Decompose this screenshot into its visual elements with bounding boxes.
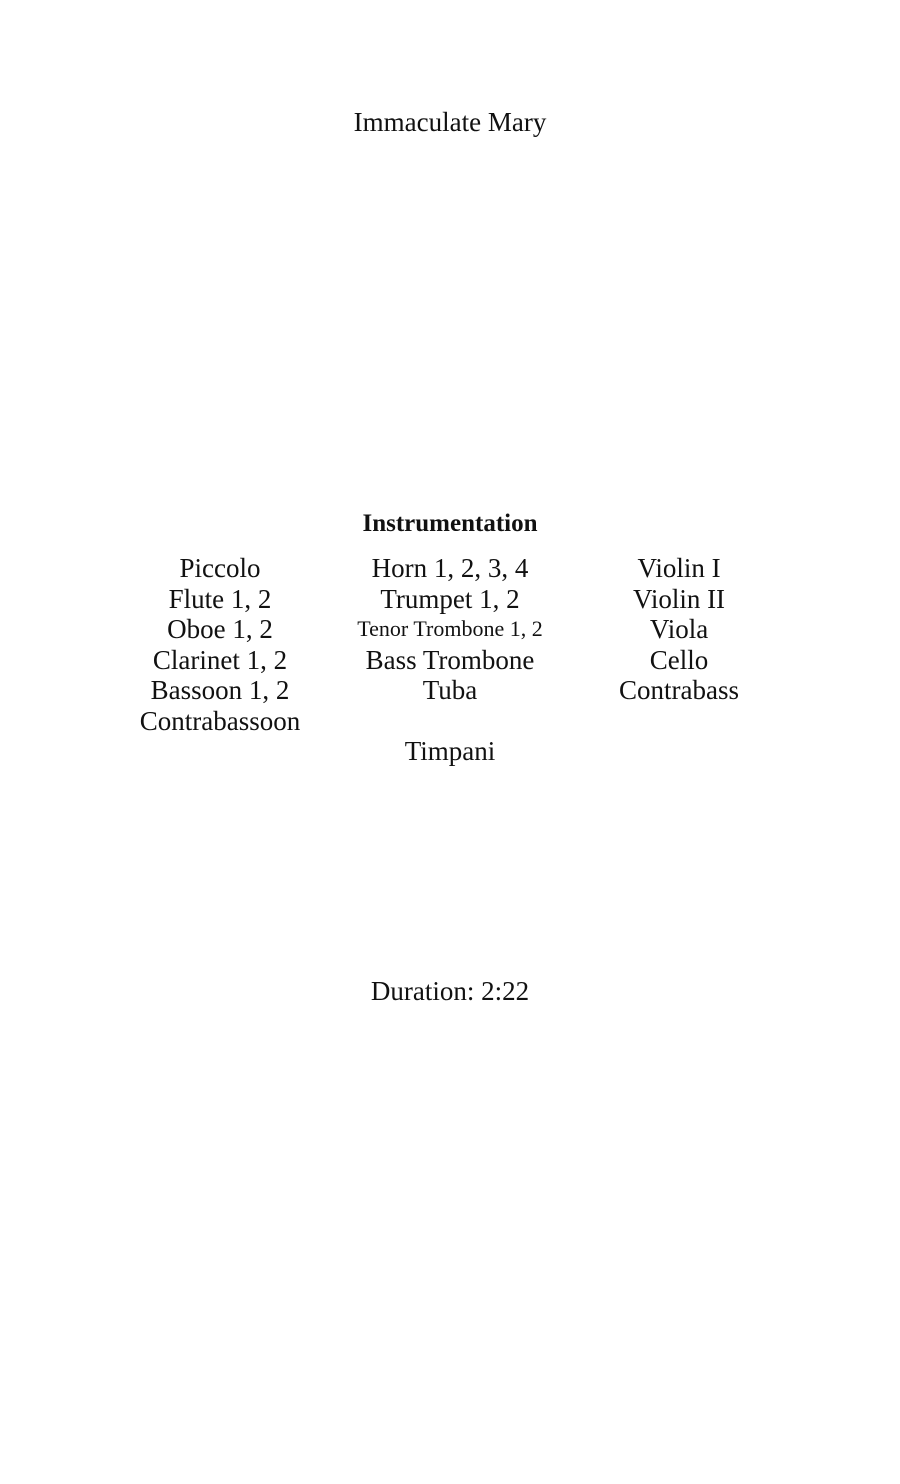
- instrument-item: Oboe 1, 2: [167, 614, 273, 644]
- percussion-item: Timpani: [404, 736, 496, 766]
- instrument-item: Violin II: [632, 583, 726, 614]
- instrument-item: Cello: [649, 644, 709, 675]
- instrument-item: Viola: [649, 614, 709, 644]
- brass-column: [320, 553, 580, 706]
- instrument-item: Violin I: [637, 553, 721, 583]
- instrument-item: Horn 1, 2, 3, 4: [371, 553, 529, 583]
- instrument-item: Tenor Trombone 1, 2: [357, 616, 543, 641]
- instrument-item: Trumpet 1, 2: [380, 583, 520, 614]
- woodwinds-column: [90, 553, 350, 736]
- instrument-item: Contrabassoon: [139, 705, 301, 736]
- duration-text: Duration: 2:22: [370, 976, 530, 1006]
- page-title: Immaculate Mary: [353, 107, 547, 137]
- instrument-item: Flute 1, 2: [168, 583, 272, 614]
- instrumentation-heading: Instrumentation: [362, 510, 538, 537]
- instrument-item: Clarinet 1, 2: [152, 644, 288, 675]
- instrument-item: Bass Trombone: [365, 644, 535, 675]
- instrument-item: Contrabass: [619, 675, 739, 705]
- instrument-item: Piccolo: [179, 553, 261, 583]
- strings-column: [549, 553, 809, 706]
- instrument-item: Bassoon 1, 2: [150, 675, 290, 705]
- instrument-item: Tuba: [422, 675, 478, 705]
